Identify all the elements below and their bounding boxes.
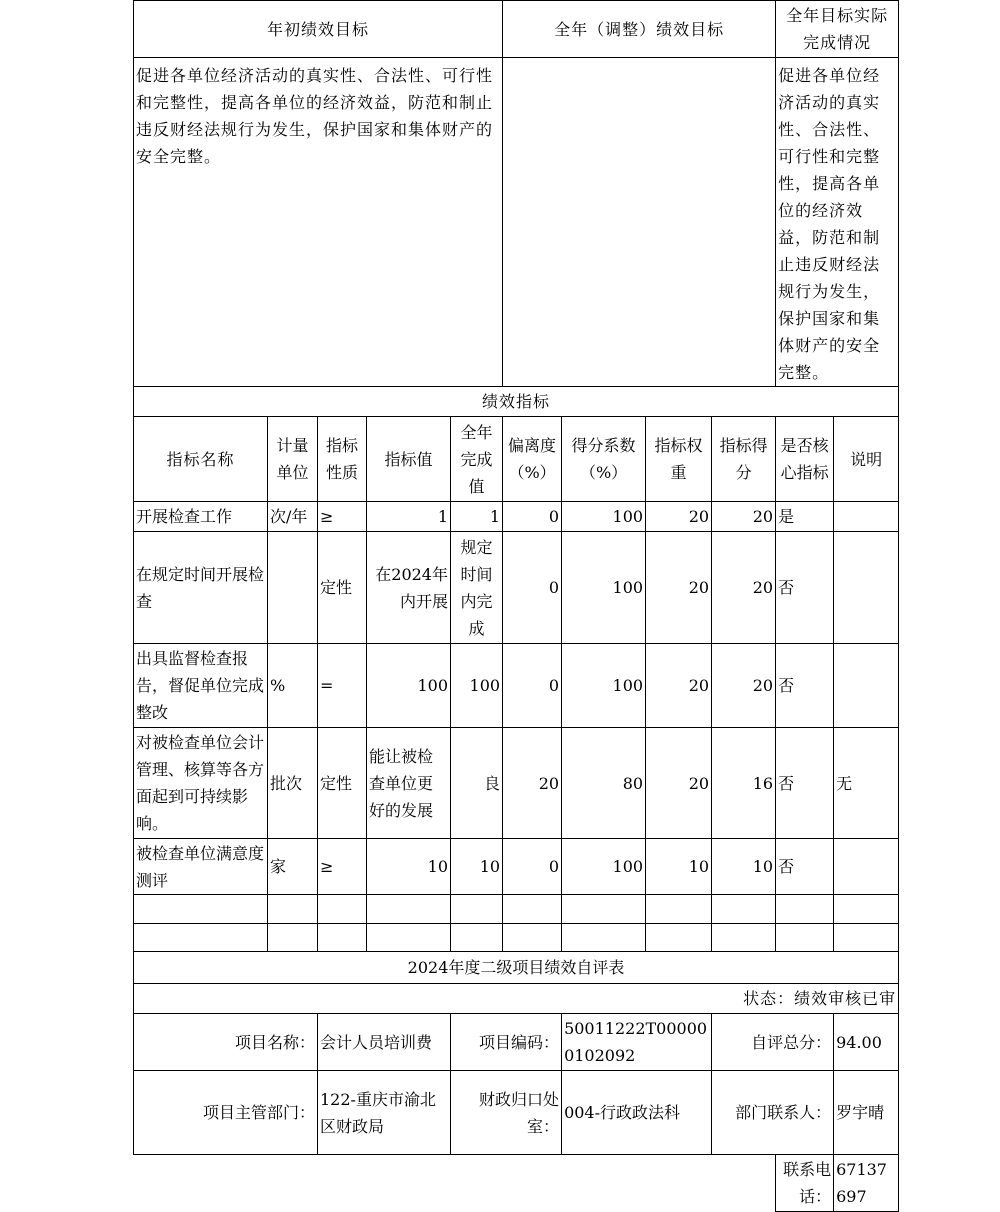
project-name-value: 会计人员培训费 <box>318 1014 451 1071</box>
indicator-target: 10 <box>367 839 451 895</box>
project-code-label: 项目编码： <box>451 1014 562 1071</box>
indicator-target: 能让被检查单位更好的发展 <box>367 728 451 839</box>
adjusted-goal-text <box>503 58 776 387</box>
indicator-actual: 10 <box>451 839 503 895</box>
indicator-note: 无 <box>834 728 899 839</box>
col-header-target: 指标值 <box>367 417 451 502</box>
indicator-unit: 家 <box>268 839 318 895</box>
indicator-target: 在2024年内开展 <box>367 532 451 644</box>
indicator-coef: 100 <box>562 502 646 532</box>
empty-row <box>134 895 899 924</box>
empty-row <box>134 924 899 952</box>
indicator-coef: 100 <box>562 532 646 644</box>
phone-spacer <box>134 1155 776 1212</box>
indicators-section-title: 绩效指标 <box>134 387 899 417</box>
col-header-coef: 得分系数（%） <box>562 417 646 502</box>
indicator-nature: ≥ <box>318 839 367 895</box>
indicator-actual: 规定时间内完成 <box>451 532 503 644</box>
col-header-core: 是否核心指标 <box>776 417 834 502</box>
indicator-deviation: 0 <box>503 644 562 728</box>
table-row <box>134 839 899 895</box>
self-score-value: 94.00 <box>834 1014 899 1071</box>
col-header-name: 指标名称 <box>134 417 268 502</box>
indicator-unit <box>268 532 318 644</box>
indicator-deviation: 0 <box>503 502 562 532</box>
office-value: 004-行政政法科 <box>562 1071 712 1155</box>
col-header-deviation: 偏离度（%） <box>503 417 562 502</box>
indicator-core: 否 <box>776 644 834 728</box>
office-label: 财政归口处室： <box>451 1071 562 1155</box>
indicator-weight: 20 <box>646 502 712 532</box>
indicator-core: 是 <box>776 502 834 532</box>
phone-label: 联系电话： <box>776 1155 834 1212</box>
phone-value: 67137697 <box>834 1155 899 1212</box>
indicator-note <box>834 502 899 532</box>
indicator-coef: 100 <box>562 644 646 728</box>
indicator-core: 否 <box>776 839 834 895</box>
indicator-name: 被检查单位满意度测评 <box>134 839 268 895</box>
indicator-core: 否 <box>776 532 834 644</box>
contact-value: 罗宇晴 <box>834 1071 899 1155</box>
dept-value: 122-重庆市渝北区财政局 <box>318 1071 451 1155</box>
indicator-target: 1 <box>367 502 451 532</box>
indicator-score: 20 <box>712 644 776 728</box>
indicator-name: 出具监督检查报告，督促单位完成整改 <box>134 644 268 728</box>
indicator-core: 否 <box>776 728 834 839</box>
table-row <box>134 532 899 644</box>
indicator-deviation: 0 <box>503 839 562 895</box>
indicator-note <box>834 839 899 895</box>
indicator-name: 对被检查单位会计管理、核算等各方面起到可持续影响。 <box>134 728 268 839</box>
indicator-note <box>834 644 899 728</box>
table-row <box>134 502 899 532</box>
performance-table <box>133 0 899 1212</box>
indicator-nature: ≥ <box>318 502 367 532</box>
indicator-score: 20 <box>712 532 776 644</box>
header-actual-completion: 全年目标实际完成情况 <box>776 1 899 58</box>
project-code-value: 50011222T000000102092 <box>562 1014 712 1071</box>
indicator-weight: 10 <box>646 839 712 895</box>
self-score-label: 自评总分： <box>712 1014 834 1071</box>
actual-completion-text: 促进各单位经济活动的真实性、合法性、可行性和完整性，提高各单位的经济效益，防范和制止违反财经法规行为发生，保护国家和集体财产的安全完整。 <box>776 58 899 387</box>
initial-goal-text: 促进各单位经济活动的真实性、合法性、可行性和完整性，提高各单位的经济效益，防范和制止违反财经法规行为发生，保护国家和集体财产的安全完整。 <box>134 58 503 387</box>
contact-label: 部门联系人： <box>712 1071 834 1155</box>
indicator-name: 开展检查工作 <box>134 502 268 532</box>
indicator-nature: 定性 <box>318 728 367 839</box>
table-row <box>134 728 899 839</box>
indicator-score: 10 <box>712 839 776 895</box>
indicator-name: 在规定时间开展检查 <box>134 532 268 644</box>
col-header-note: 说明 <box>834 417 899 502</box>
indicator-coef: 80 <box>562 728 646 839</box>
indicator-unit: % <box>268 644 318 728</box>
indicator-unit: 批次 <box>268 728 318 839</box>
col-header-nature: 指标性质 <box>318 417 367 502</box>
indicator-actual: 1 <box>451 502 503 532</box>
project-name-label: 项目名称： <box>134 1014 318 1071</box>
indicator-actual: 100 <box>451 644 503 728</box>
indicator-nature: 定性 <box>318 532 367 644</box>
indicator-coef: 100 <box>562 839 646 895</box>
col-header-unit: 计量单位 <box>268 417 318 502</box>
indicator-target: 100 <box>367 644 451 728</box>
indicator-weight: 20 <box>646 728 712 839</box>
indicator-note <box>834 532 899 644</box>
form-title: 2024年度二级项目绩效自评表 <box>134 952 899 984</box>
status-text: 状态：绩效审核已审 <box>134 984 899 1014</box>
col-header-actual: 全年完成值 <box>451 417 503 502</box>
indicator-deviation: 20 <box>503 728 562 839</box>
dept-label: 项目主管部门： <box>134 1071 318 1155</box>
header-initial-goal: 年初绩效目标 <box>134 1 503 58</box>
indicator-score: 20 <box>712 502 776 532</box>
indicator-weight: 20 <box>646 532 712 644</box>
indicator-nature: = <box>318 644 367 728</box>
header-adjusted-goal: 全年（调整）绩效目标 <box>503 1 776 58</box>
indicator-unit: 次/年 <box>268 502 318 532</box>
col-header-weight: 指标权重 <box>646 417 712 502</box>
indicator-deviation: 0 <box>503 532 562 644</box>
indicator-weight: 20 <box>646 644 712 728</box>
col-header-score: 指标得分 <box>712 417 776 502</box>
indicator-score: 16 <box>712 728 776 839</box>
indicator-actual: 良 <box>451 728 503 839</box>
table-row <box>134 644 899 728</box>
